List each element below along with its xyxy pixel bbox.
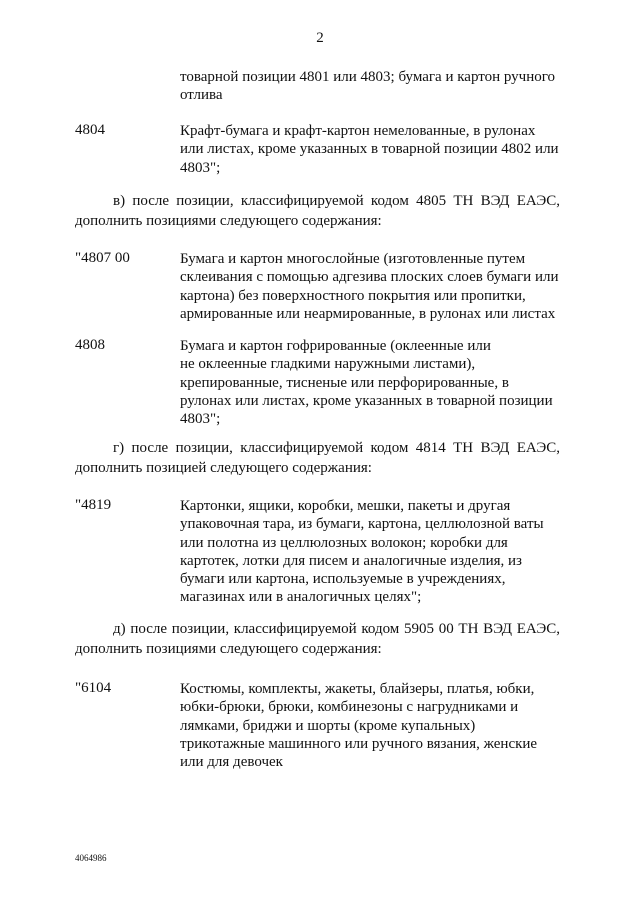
description-line: Бумага и картон гофрированные (оклеенные или — [180, 338, 491, 354]
description-line: Костюмы, комплекты, жакеты, блайзеры, платья, юбки, — [180, 681, 535, 697]
paragraph-line: д) после позиции, классифицируемой кодом 5905 00 ТН ВЭД ЕАЭС, — [113, 621, 560, 637]
tariff-description — [180, 122, 565, 177]
description-line: Бумага и картон многослойные (изготовленные путем — [180, 251, 526, 267]
continuation-text — [180, 68, 565, 105]
description-line: трикотажные машинного или ручного вязания, женские — [180, 735, 538, 752]
amendment-paragraph — [75, 619, 560, 659]
tariff-code: 4808 — [75, 337, 105, 353]
description-line: крепированные, тисненые или перфорированные, в — [180, 374, 509, 391]
paragraph-line: в) после позиции, классифицируемой кодом 4805 ТН ВЭД ЕАЭС, — [113, 193, 560, 209]
description-line: картона) без поверхностного покрытия или пропитки, — [180, 287, 526, 304]
tariff-code: "4819 — [75, 497, 112, 513]
description-line: лямками, бриджи и шорты (кроме купальных) — [180, 717, 476, 734]
continuation-line: товарной позиции 4801 или 4803; бумага и картон ручного отлива — [180, 69, 556, 104]
amendment-paragraph — [75, 191, 560, 231]
paragraph-line: дополнить позициями следующего содержания: — [75, 213, 382, 229]
description-line: не оклеенные гладкими наружными листами), — [180, 356, 476, 373]
description-line: или полотна из целлюлозных волокон; коробки для — [180, 534, 508, 551]
tariff-description — [180, 680, 565, 771]
description-line: Крафт-бумага и крафт-картон немелованные, в рулонах — [180, 123, 536, 139]
tariff-code: 4804 — [75, 122, 105, 138]
description-line: 4803"; — [180, 411, 221, 428]
description-line: юбки-брюки, брюки, комбинезоны с нагрудниками и — [180, 699, 519, 716]
description-line: магазинах или в аналогичных целях"; — [180, 589, 422, 606]
tariff-code: "6104 — [75, 680, 112, 696]
description-line: рулонах или листах, кроме указанных в товарной позиции — [180, 392, 553, 409]
description-line: упаковочная тара, из бумаги, картона, целлюлозной ваты — [180, 516, 544, 533]
paragraph-line: г) после позиции, классифицируемой кодом 4814 ТН ВЭД ЕАЭС, — [113, 440, 560, 456]
tariff-description — [180, 250, 565, 323]
paragraph-line: дополнить позицией следующего содержания: — [75, 460, 372, 476]
document-id: 4064986 — [75, 853, 107, 863]
description-line: или листах, кроме указанных в товарной позиции 4802 или — [180, 141, 559, 158]
tariff-description — [180, 337, 565, 428]
description-line: склеивания с помощью адгезива плоских слоев бумаги или — [180, 269, 559, 286]
description-line: картотек, лотки для писем и аналогичные изделия, из — [180, 552, 522, 569]
description-line: 4803"; — [180, 159, 221, 176]
description-line: армированные или неармированные, в рулонах или листах — [180, 305, 556, 322]
page-number: 2 — [316, 30, 324, 46]
tariff-description — [180, 497, 565, 607]
description-line: или для девочек — [180, 754, 283, 771]
tariff-code: "4807 00 — [75, 250, 130, 266]
description-line: Картонки, ящики, коробки, мешки, пакеты и другая — [180, 498, 511, 514]
paragraph-line: дополнить позициями следующего содержания: — [75, 641, 382, 657]
amendment-paragraph — [75, 438, 560, 478]
description-line: бумаги или картона, используемые в учреждениях, — [180, 571, 506, 588]
